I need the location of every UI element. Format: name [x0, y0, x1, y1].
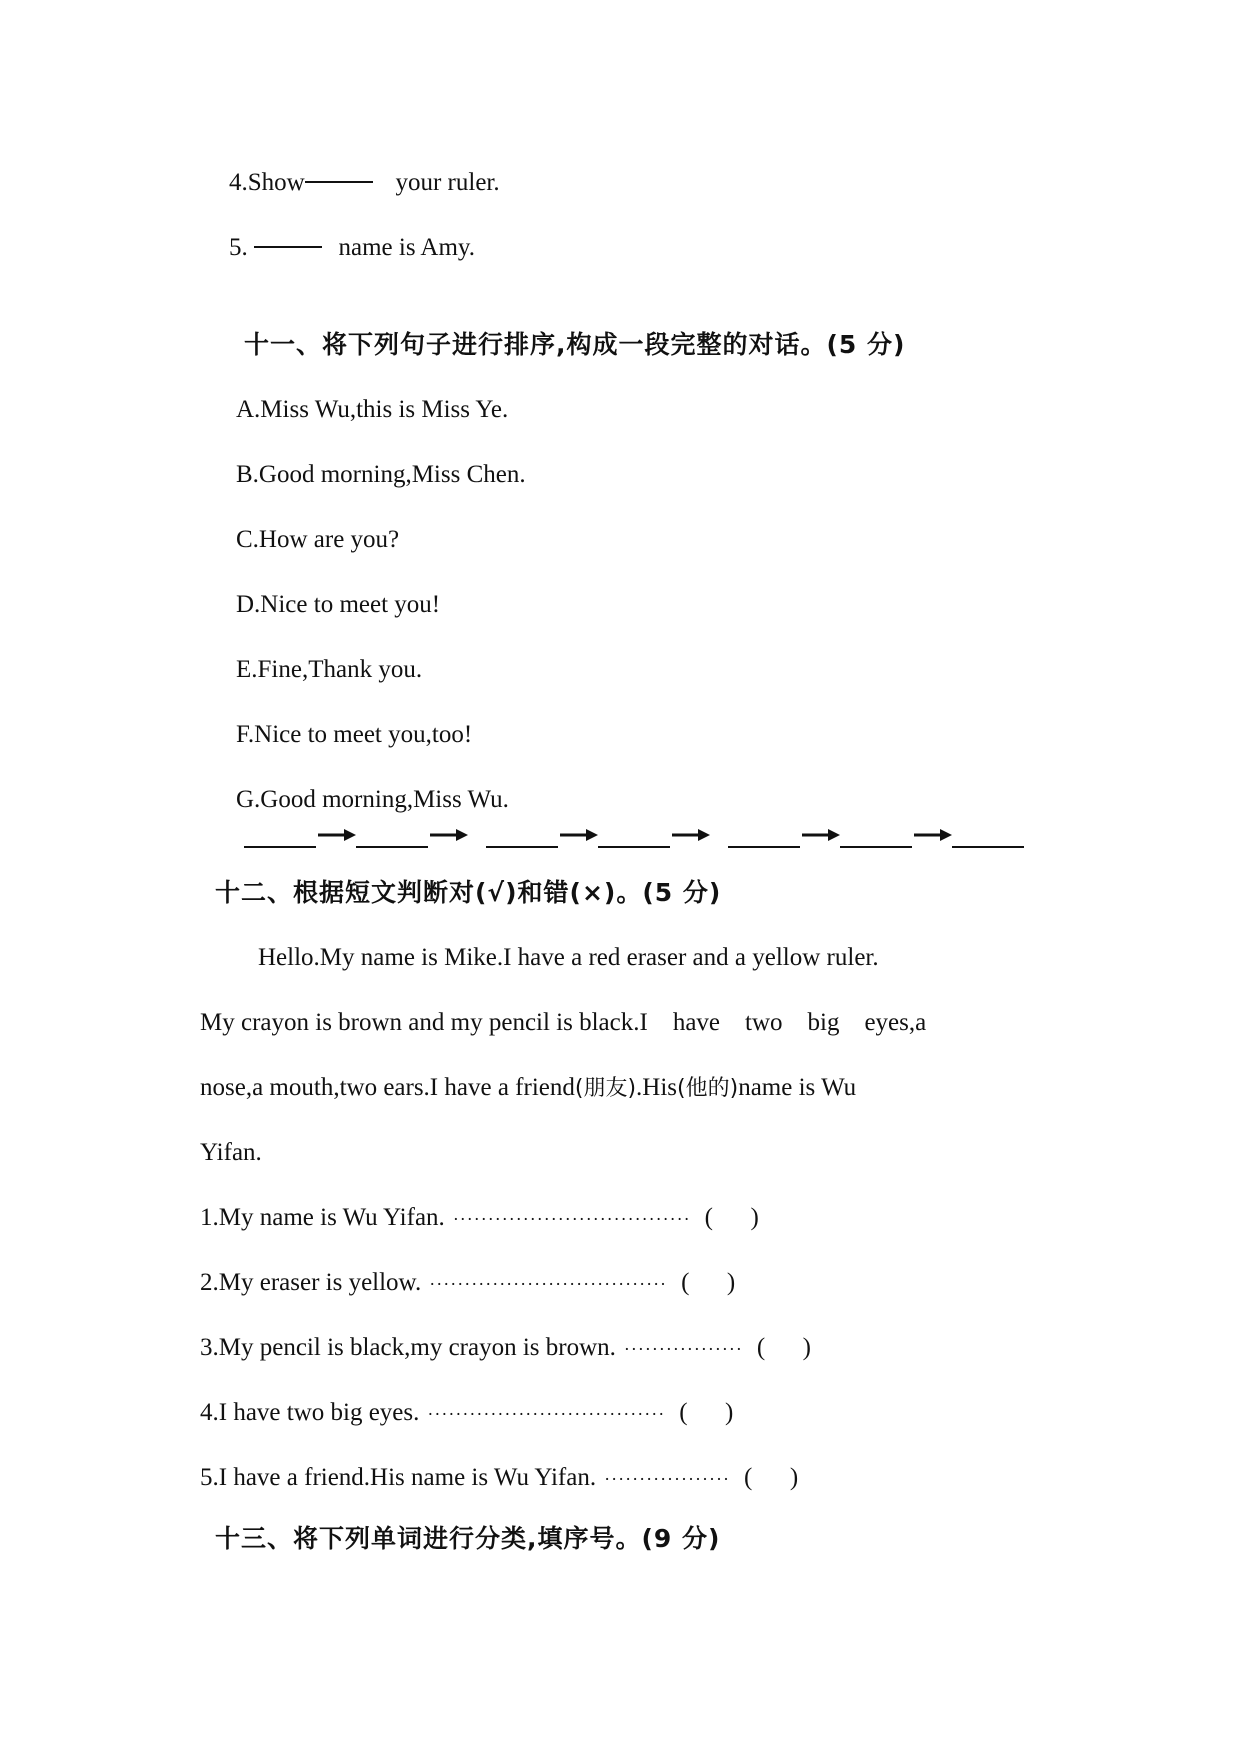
answer-parens[interactable]: ( ): [681, 1269, 736, 1296]
arrow-right-icon: [318, 828, 356, 842]
arrow-right-icon: [560, 828, 598, 842]
answer-parens[interactable]: ( ): [704, 1204, 759, 1231]
passage-text-a: nose,a mouth,two ears.I have a friend: [200, 1074, 575, 1101]
option-g: G.Good morning,Miss Wu.: [236, 786, 509, 813]
option-b: B.Good morning,Miss Chen.: [236, 461, 526, 488]
order-blank-6[interactable]: [840, 846, 912, 848]
leader-dots: ·················: [623, 1339, 743, 1360]
arrow-right-icon: [802, 828, 840, 842]
arrow-right-icon: [914, 828, 952, 842]
question-text: 4.I have two big eyes.: [200, 1399, 420, 1426]
arrow-right-icon: [430, 828, 468, 842]
order-answer-row: [244, 818, 1044, 852]
passage-line-1: Hello.My name is Mike.I have a red eraser and a yellow ruler.: [258, 944, 879, 971]
option-c: C.How are you?: [236, 526, 400, 553]
answer-parens[interactable]: ( ): [756, 1334, 811, 1361]
judge-question-4: [200, 1396, 733, 1431]
fill-item-5-prefix: 5.: [229, 234, 248, 261]
passage-line-3: [200, 1071, 856, 1106]
fill-item-4-suffix: your ruler.: [395, 169, 500, 196]
order-blank-1[interactable]: [244, 846, 316, 848]
option-e: E.Fine,Thank you.: [236, 656, 423, 683]
order-blank-2[interactable]: [356, 846, 428, 848]
gloss-friend: (朋友): [574, 1076, 637, 1101]
section-11-heading: 十一、将下列句子进行排序,构成一段完整的对话。(5 分): [244, 330, 906, 359]
passage-line-4: Yifan.: [200, 1139, 262, 1166]
fill-item-4: [229, 166, 500, 200]
judge-question-2: [200, 1266, 735, 1301]
passage-line-2: [200, 1006, 926, 1040]
arrow-right-icon: [672, 828, 710, 842]
answer-parens[interactable]: ( ): [679, 1399, 734, 1426]
fill-item-5: [229, 231, 475, 265]
order-blank-3[interactable]: [486, 846, 558, 848]
answer-parens[interactable]: ( ): [744, 1464, 799, 1491]
judge-question-3: [200, 1331, 811, 1366]
passage-line-2-text: My crayon is brown and my pencil is black.I have two big eyes,a: [200, 1009, 927, 1036]
leader-dots: ··································: [427, 1404, 666, 1425]
order-blank-5[interactable]: [728, 846, 800, 848]
fill-item-4-prefix: 4.Show: [229, 169, 305, 196]
order-blank-7[interactable]: [952, 846, 1024, 848]
answer-blank[interactable]: [254, 246, 322, 248]
passage-text-e: name is Wu: [738, 1074, 857, 1101]
leader-dots: ··················: [604, 1469, 731, 1490]
question-text: 3.My pencil is black,my crayon is brown.: [200, 1334, 616, 1361]
fill-item-5-suffix: name is Amy.: [338, 234, 476, 261]
leader-dots: ··································: [429, 1274, 668, 1295]
option-d: D.Nice to meet you!: [236, 591, 441, 618]
order-blank-4[interactable]: [598, 846, 670, 848]
leader-dots: ··································: [452, 1209, 691, 1230]
section-12-heading: 十二、根据短文判断对(√)和错(×)。(5 分): [215, 878, 722, 907]
judge-question-5: [200, 1461, 798, 1496]
gloss-his: (他的): [677, 1076, 739, 1101]
answer-blank[interactable]: [305, 181, 373, 183]
judge-question-1: [200, 1201, 759, 1236]
question-text: 5.I have a friend.His name is Wu Yifan.: [200, 1464, 597, 1491]
option-a: A.Miss Wu,this is Miss Ye.: [236, 396, 509, 423]
option-f: F.Nice to meet you,too!: [236, 721, 473, 748]
question-text: 2.My eraser is yellow.: [200, 1269, 422, 1296]
question-text: 1.My name is Wu Yifan.: [200, 1204, 445, 1231]
section-13-heading: 十三、将下列单词进行分类,填序号。(9 分): [215, 1524, 721, 1553]
passage-text-c: .His: [636, 1074, 678, 1101]
